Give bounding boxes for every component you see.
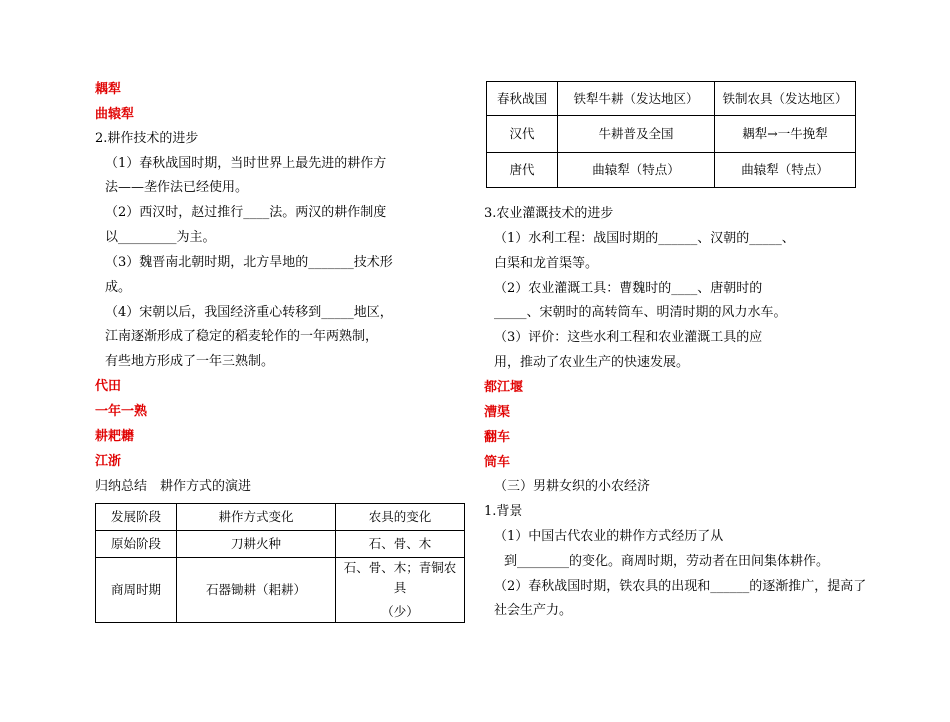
table-cell: 牛耕普及全国: [558, 116, 715, 153]
cell-line: 石、骨、木；青铜农具: [343, 560, 457, 595]
table-cell: 铁犁牛耕（发达地区）: [558, 82, 715, 116]
table-cell: 原始阶段: [96, 531, 177, 558]
table-row: [96, 558, 465, 623]
section-heading: 1.背景: [484, 504, 523, 519]
answer-red: 一年一熟: [95, 404, 148, 419]
table-row: [487, 153, 856, 188]
answer-red: 翻车: [484, 430, 511, 445]
answer-red: 漕渠: [484, 405, 511, 420]
paragraph-line: 以_________为主。: [105, 230, 216, 245]
table-cell: 商周时期: [96, 558, 177, 623]
paragraph-line: 用，推动了农业生产的快速发展。: [494, 355, 690, 370]
table-row: [487, 82, 856, 116]
paragraph-line: （1）中国古代农业的耕作方式经历了从: [494, 529, 724, 544]
answer-red: 江浙: [95, 454, 122, 469]
answer-red: 耕耙耱: [95, 429, 135, 444]
farming-tools-table: [486, 81, 856, 188]
paragraph-line: （4）宋朝以后，我国经济重心转移到_____地区，: [105, 305, 393, 320]
paragraph-line: 白渠和龙首渠等。: [494, 256, 599, 271]
paragraph-line: （2）农业灌溉工具：曹魏时的____、唐朝时的: [494, 281, 763, 296]
table-cell: 春秋战国: [487, 82, 558, 116]
table-cell-multiline: [336, 558, 465, 623]
table-cell: 铁制农具（发达地区）: [715, 82, 856, 116]
paragraph-line: （1）春秋战国时期，当时世界上最先进的耕作方: [105, 156, 387, 171]
table-header-cell: 农具的变化: [336, 504, 465, 531]
table-cell: 曲辕犁（特点）: [715, 153, 856, 188]
answer-red: 代田: [95, 379, 122, 394]
table-cell: 曲辕犁（特点）: [558, 153, 715, 188]
answer-red: 曲辕犁: [95, 107, 135, 122]
table-row: [487, 116, 856, 153]
answer-red: 筒车: [484, 455, 511, 470]
farming-evolution-table: [95, 503, 465, 623]
table-row: [96, 531, 465, 558]
paragraph-line: 社会生产力。: [494, 603, 573, 618]
table-cell: 唐代: [487, 153, 558, 188]
table-cell: 石、骨、木: [336, 531, 465, 558]
summary-title: 归纳总结 耕作方式的演进: [95, 479, 252, 494]
answer-red: 耦犁: [95, 82, 122, 97]
paragraph-line: （3）评价：这些水利工程和农业灌溉工具的应: [494, 330, 763, 345]
paragraph-line: （2）春秋战国时期，铁农具的出现和______的逐渐推广，提高了: [494, 579, 867, 594]
table-cell: 刀耕火种: [177, 531, 336, 558]
section-heading: 2.耕作技术的进步: [95, 131, 199, 146]
table-header-row: [96, 504, 465, 531]
paragraph-line: 有些地方形成了一年三熟制。: [105, 354, 275, 369]
section-heading: （三）男耕女织的小农经济: [494, 479, 651, 494]
cell-line: （少）: [381, 604, 419, 619]
paragraph-line: （1）水利工程：战国时期的______、汉朝的_____、: [494, 231, 795, 246]
table-cell: 耦犁→一牛挽犁: [715, 116, 856, 153]
section-heading: 3.农业灌溉技术的进步: [484, 206, 614, 221]
table-header-cell: 发展阶段: [96, 504, 177, 531]
table-header-cell: 耕作方式变化: [177, 504, 336, 531]
paragraph-line: 成。: [105, 280, 132, 295]
table-cell: 石器锄耕（耜耕）: [177, 558, 336, 623]
table-cell: 汉代: [487, 116, 558, 153]
paragraph-line: （3）魏晋南北朝时期，北方旱地的_______技术形: [105, 255, 393, 270]
paragraph-line: _____、宋朝时的高转筒车、明清时期的风力水车。: [494, 305, 787, 320]
paragraph-line: （2）西汉时，赵过推行____法。两汉的耕作制度: [105, 205, 387, 220]
answer-red: 都江堰: [484, 380, 524, 395]
paragraph-line: 江南逐渐形成了稳定的稻麦轮作的一年两熟制，: [105, 329, 379, 344]
paragraph-line: 法——垄作法已经使用。: [105, 180, 249, 195]
paragraph-line: 到________的变化。商周时期，劳动者在田间集体耕作。: [504, 554, 830, 569]
